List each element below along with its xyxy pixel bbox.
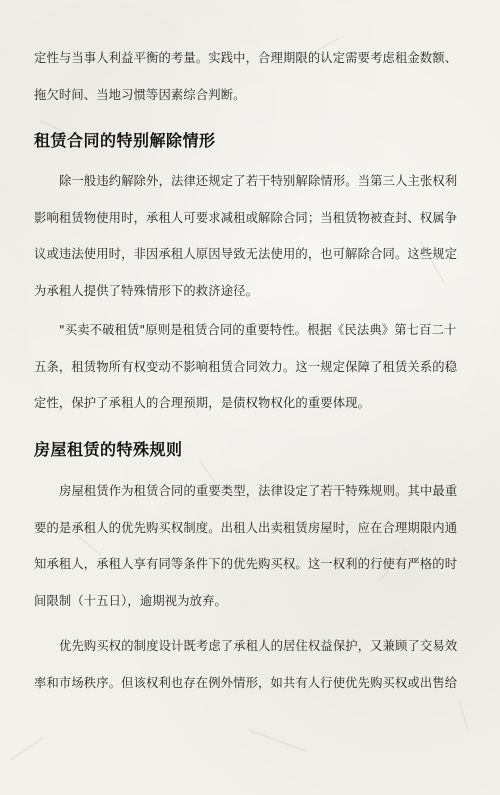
paragraph-preemptive-right <box>34 628 468 701</box>
text-line: 知承租人，承租人享有同等条件下的优先购买权。这一权利的行使有严格的时 <box>34 557 458 571</box>
paragraph-special-termination <box>34 163 468 309</box>
text-line: 五条，租赁物所有权变动不影响租赁合同效力。这一规定保障了租赁关系的稳 <box>34 359 458 374</box>
text-line: 定性与当事人利益平衡的考量。实践中，合理期限的认定需要考虑租金数额、 <box>34 51 458 65</box>
paragraph-housing-lease <box>34 473 468 619</box>
text-line: 要的是承租人的优先购买权制度。出租人出卖租赁房屋时，应在合理期限内通 <box>34 520 458 535</box>
text-line: 除一般违约解除外，法律还规定了若干特别解除情形。当第三人主张权利 <box>59 174 458 188</box>
text-line: 影响租赁物使用时，承租人可要求减租或解除合同；当租赁物被查封、权属争 <box>34 210 458 225</box>
text-line: 优先购买权的制度设计既考虑了承租人的居住权益保护，又兼顾了交易效 <box>59 639 458 653</box>
text-line: 房屋租赁作为租赁合同的重要类型，法律设定了若干特殊规则。其中最重 <box>59 484 458 498</box>
text-line: 率和市场秩序。但该权利也存在例外情形，如共有人行使优先购买权或出售给 <box>34 675 458 690</box>
text-line: 拖欠时间、当地习惯等因素综合判断。 <box>34 87 246 102</box>
paper-fiber <box>10 737 43 761</box>
text-line: 议或违法使用时，非因承租人原因导致无法使用的，也可解除合同。这些规定 <box>34 247 458 261</box>
text-line: 定性，保护了承租人的合理预期，是债权物权化的重要体现。 <box>34 396 371 410</box>
text-line: 间限制（十五日），逾期视为放弃。 <box>34 593 228 608</box>
text-line: 为承租人提供了特殊情形下的救济途径。 <box>34 283 259 298</box>
section-heading-special-termination: 租赁合同的特别解除情形 <box>34 131 216 150</box>
text-line: "买卖不破租赁"原则是租赁合同的重要特性。根据《民法典》第七百二十 <box>59 323 457 337</box>
section-heading-housing-lease: 房屋租赁的特殊规则 <box>34 440 183 459</box>
paper-fiber <box>250 730 307 751</box>
paragraph-sale-does-not-break-lease <box>34 312 468 422</box>
paragraph-continuation <box>34 40 468 113</box>
paper-fiber <box>459 700 468 729</box>
